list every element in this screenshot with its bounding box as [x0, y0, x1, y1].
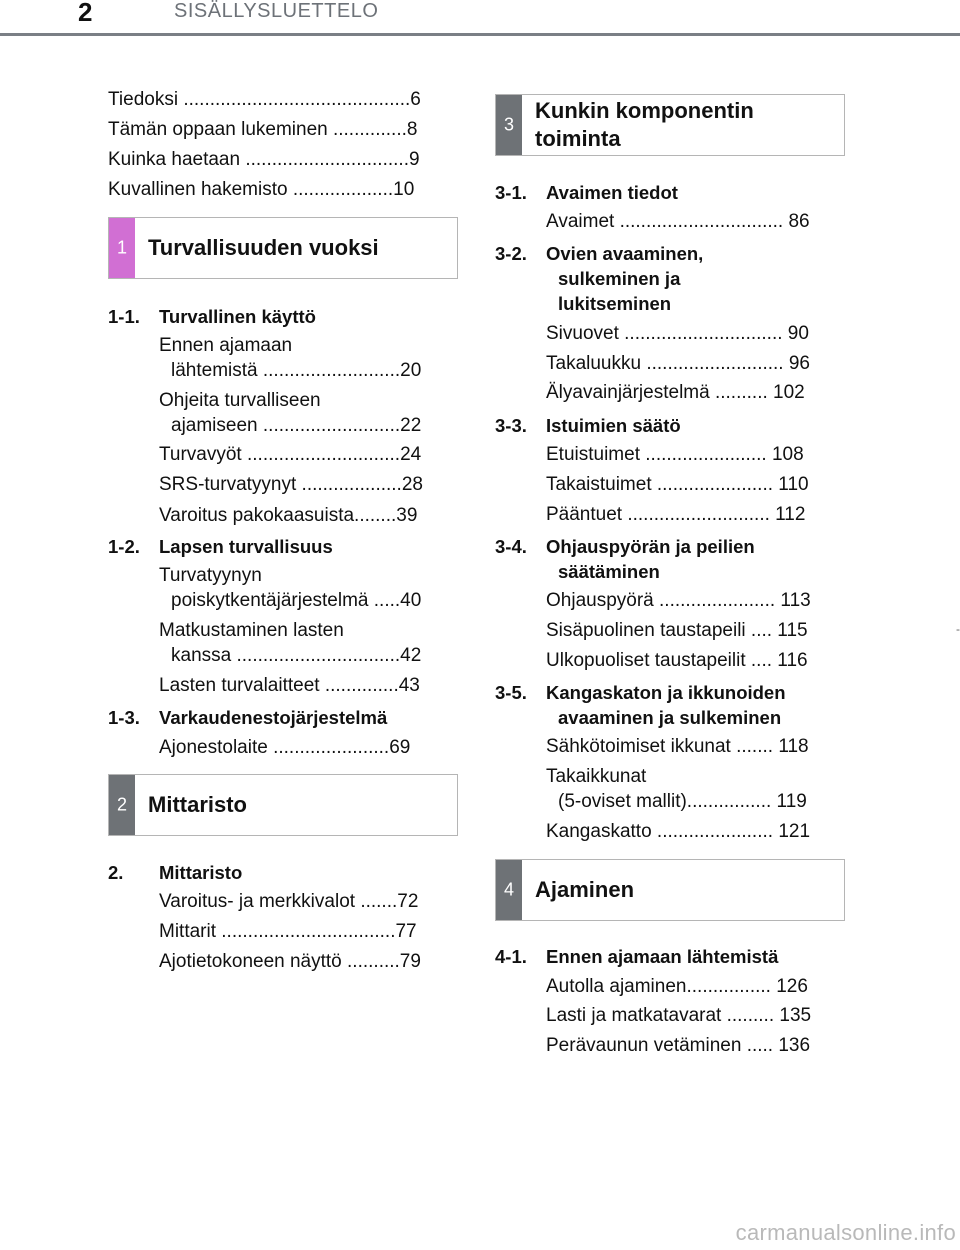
toc-entry[interactable] — [546, 321, 833, 346]
toc-entry-line: SRS-turvatyynyt ...................28 — [159, 474, 423, 495]
subsection-title — [159, 860, 449, 885]
section-header[interactable] — [108, 774, 458, 836]
section-tab — [109, 775, 135, 835]
toc-entry-line: Ulkopuoliset taustapeilit .... 116 — [546, 650, 808, 671]
toc-entry[interactable] — [159, 563, 446, 613]
subsection-title-line: Lapsen turvallisuus — [159, 536, 333, 557]
toc-entry-line: ajamiseen ..........................22 — [171, 415, 422, 436]
subsection-title-line: Ennen ajamaan lähtemistä — [546, 946, 779, 967]
subsection-title — [546, 944, 836, 969]
section-header[interactable] — [495, 94, 845, 156]
toc-entry[interactable] — [159, 673, 446, 698]
subsection-title-line: säätäminen — [558, 561, 660, 582]
toc-entry[interactable] — [159, 735, 446, 760]
toc-entry[interactable] — [159, 949, 446, 974]
toc-entry-line: Turvavyöt .............................24 — [159, 444, 422, 465]
section-header[interactable] — [495, 859, 845, 921]
subsection-title-line: Ovien avaaminen, — [546, 243, 704, 264]
toc-entry-line: Ohjeita turvalliseen — [159, 390, 321, 411]
toc-entry-line: Ajotietokoneen näyttö ..........79 — [159, 951, 421, 972]
subsection-title — [159, 534, 449, 559]
toc-entry[interactable] — [546, 209, 833, 234]
section-title: Ajaminen — [535, 877, 635, 902]
toc-entry[interactable] — [546, 819, 833, 844]
page-number: 2 — [78, 0, 93, 27]
toc-entry[interactable] — [546, 1033, 833, 1058]
toc-entry-line: Takaikkunat — [546, 766, 647, 787]
toc-entry[interactable] — [546, 472, 833, 497]
toc-entry[interactable] — [546, 764, 833, 814]
toc-entry[interactable]: Tämän oppaan lukeminen ..............8 — [108, 119, 418, 140]
toc-entry[interactable] — [159, 889, 446, 914]
toc-entry[interactable] — [546, 618, 833, 643]
subsection-title-line: lukitseminen — [558, 293, 672, 314]
subsection-number: 3-4. — [495, 536, 527, 557]
watermark: carmanualsonline.info — [735, 1220, 956, 1245]
subsection-title — [546, 413, 836, 438]
subsection-number: 2. — [108, 862, 124, 883]
section-number: 2 — [116, 794, 127, 815]
toc-entry-line: poiskytkentäjärjestelmä .....40 — [171, 590, 422, 611]
edge-mark: - — [956, 622, 960, 636]
section-number: 1 — [116, 237, 127, 258]
subsection-number: 3-1. — [495, 182, 527, 203]
toc-entry-line: Takaluukku .......................... 96 — [546, 353, 810, 374]
subsection-title-line: Turvallinen käyttö — [159, 306, 316, 327]
toc-entry[interactable] — [546, 380, 833, 405]
toc-entry-line: (5-oviset mallit)................ 119 — [558, 791, 807, 812]
toc-entry-line: Turvatyynyn — [159, 565, 262, 586]
toc-entry[interactable] — [546, 351, 833, 376]
toc-entry-line: Takaistuimet ...................... 110 — [546, 474, 809, 495]
toc-entry[interactable] — [546, 1003, 833, 1028]
toc-entry[interactable] — [159, 618, 446, 668]
section-title: Kunkin komponentin toiminta — [535, 98, 754, 151]
page-header — [0, 0, 960, 36]
toc-entry[interactable] — [546, 974, 833, 999]
toc-entry-line: Ajonestolaite ......................69 — [159, 737, 411, 758]
subsection-title-line: Mittaristo — [159, 862, 243, 883]
section-title: Turvallisuuden vuoksi — [148, 235, 379, 260]
subsection-title-line: Istuimien säätö — [546, 415, 681, 436]
toc-entry[interactable] — [546, 648, 833, 673]
subsection-number: 1-1. — [108, 306, 140, 327]
subsection-number: 3-3. — [495, 415, 527, 436]
toc-entry[interactable]: Kuvallinen hakemisto ...................10 — [108, 179, 415, 200]
toc-entry-line: Ennen ajamaan — [159, 335, 293, 356]
toc-entry[interactable] — [159, 919, 446, 944]
section-number: 3 — [503, 114, 514, 135]
subsection-title — [159, 705, 449, 730]
toc-entry-line: Matkustaminen lasten — [159, 620, 344, 641]
toc-entry-line: Älyavainjärjestelmä .......... 102 — [546, 382, 805, 403]
toc-entry-line: Mittarit .................................77 — [159, 921, 417, 942]
section-tab — [496, 95, 522, 155]
toc-entry[interactable] — [159, 333, 446, 383]
toc-entry[interactable] — [546, 588, 833, 613]
subsection-number: 1-3. — [108, 707, 140, 728]
section-tab — [496, 860, 522, 920]
subsection-title-line: Avaimen tiedot — [546, 182, 678, 203]
section-header[interactable] — [108, 217, 458, 279]
toc-entry-line: Sähkötoimiset ikkunat ....... 118 — [546, 736, 809, 757]
toc-entry-line: Pääntuet ........................... 112 — [546, 504, 806, 525]
toc-entry[interactable] — [159, 442, 446, 467]
subsection-title — [546, 534, 836, 584]
toc-entry-line: Lasten turvalaitteet ..............43 — [159, 675, 420, 696]
section-title: Mittaristo — [148, 792, 247, 817]
toc-entry-line: Varoitus pakokaasuista........39 — [159, 505, 418, 526]
subsection-number: 4-1. — [495, 946, 527, 967]
subsection-number: 1-2. — [108, 536, 140, 557]
toc-entry-line: Sisäpuolinen taustapeili .... 115 — [546, 620, 808, 641]
subsection-title-line: Varkaudenestojärjestelmä — [159, 707, 388, 728]
toc-entry-line: kanssa ...............................42 — [171, 645, 422, 666]
subsection-title-line: Kangaskaton ja ikkunoiden — [546, 682, 786, 703]
toc-entry-line: Autolla ajaminen................ 126 — [546, 976, 808, 997]
toc-entry[interactable] — [159, 388, 446, 438]
toc-entry[interactable]: Kuinka haetaan ...............................9 — [108, 149, 420, 170]
toc-entry[interactable] — [546, 502, 833, 527]
subsection-title — [546, 241, 836, 316]
subsection-title-line: avaaminen ja sulkeminen — [558, 707, 782, 728]
toc-entry-line: Varoitus- ja merkkivalot .......72 — [159, 891, 419, 912]
toc-entry-line: lähtemistä ..........................20 — [171, 360, 422, 381]
section-number: 4 — [503, 879, 514, 900]
toc-entry-line: Etuistuimet ....................... 108 — [546, 444, 804, 465]
toc-entry-line: Lasti ja matkatavarat ......... 135 — [546, 1005, 812, 1026]
subsection-number: 3-5. — [495, 682, 527, 703]
toc-entry-line: Perävaunun vetäminen ..... 136 — [546, 1035, 811, 1056]
subsection-title-line: sulkeminen ja — [558, 268, 681, 289]
page-title: SISÄLLYSLUETTELO — [174, 0, 379, 22]
subsection-title — [159, 304, 449, 329]
section-tab — [109, 218, 135, 278]
toc-entry-line: Avaimet ............................... 86 — [546, 211, 810, 232]
toc-entry-line: Kangaskatto ...................... 121 — [546, 821, 811, 842]
toc-entry[interactable] — [159, 472, 446, 497]
subsection-title — [546, 180, 836, 205]
subsection-title — [546, 680, 836, 730]
toc-entry[interactable] — [159, 503, 446, 528]
toc-entry-line: Ohjauspyörä ...................... 113 — [546, 590, 811, 611]
toc-entry[interactable] — [546, 442, 833, 467]
toc-entry[interactable]: Tiedoksi ...........................................6 — [108, 89, 421, 110]
header-rule — [0, 33, 960, 36]
subsection-number: 3-2. — [495, 243, 527, 264]
toc-entry-line: Sivuovet .............................. 90 — [546, 323, 809, 344]
toc-entry[interactable] — [546, 734, 833, 759]
subsection-title-line: Ohjauspyörän ja peilien — [546, 536, 755, 557]
